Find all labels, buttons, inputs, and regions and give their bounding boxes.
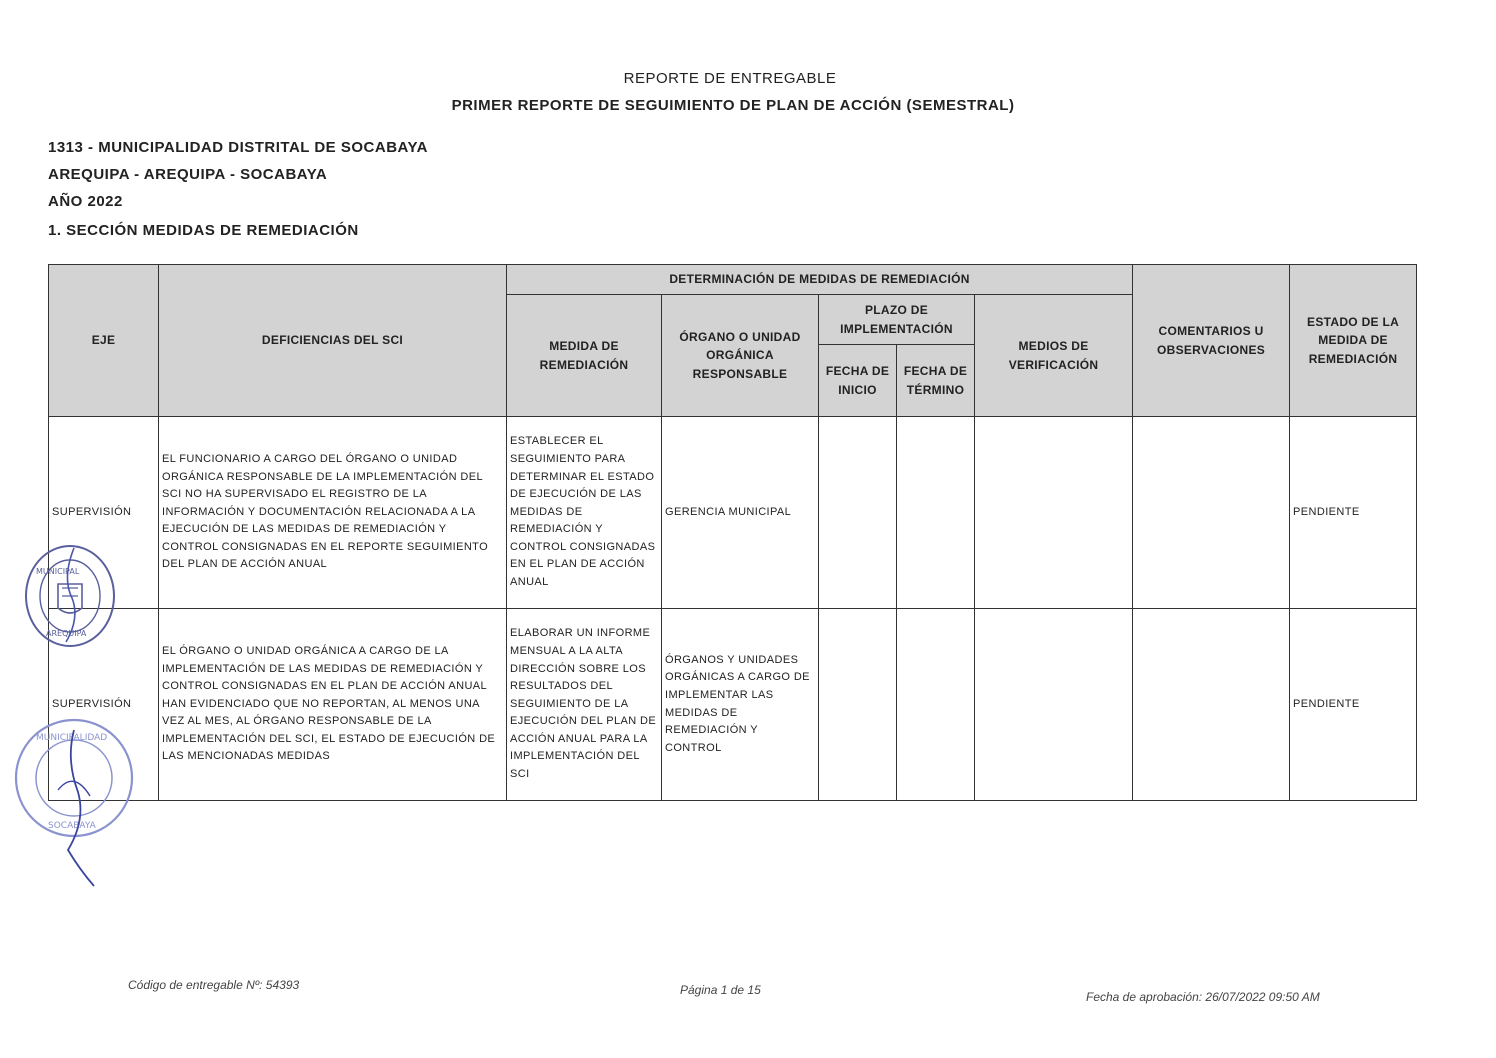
cell-medios <box>975 609 1133 801</box>
svg-text:AREQUIPA: AREQUIPA <box>46 629 87 638</box>
cell-organo: GERENCIA MUNICIPAL <box>662 417 819 609</box>
cell-estado: PENDIENTE <box>1290 609 1417 801</box>
cell-deficiencia: EL ÓRGANO O UNIDAD ORGÁNICA A CARGO DE LA IMPLEMENTACIÓN DE LAS MEDIDAS DE REMEDIACIÓN Y CONTROL CONSIGNADAS EN EL PLAN DE ACCIÓN ANUAL HAN EVIDENCIADO QUE NO REPORTAN, AL MENOS UNA VEZ AL MES, AL ÓRGANO RESPONSABLE DE LA IMPLEMENTACIÓN DEL SCI, EL ESTADO DE EJECUCIÓN DE LAS MENCIONADAS MEDIDAS <box>159 609 507 801</box>
cell-medios <box>975 417 1133 609</box>
header-medida: MEDIDA DE REMEDIACIÓN <box>507 295 662 417</box>
cell-fecha-inicio <box>819 609 897 801</box>
cell-medida: ELABORAR UN INFORME MENSUAL A LA ALTA DIRECCIÓN SOBRE LOS RESULTADOS DEL SEGUIMIENTO DE LA EJECUCIÓN DEL PLAN DE ACCIÓN ANUAL PARA LA IMPLEMENTACIÓN DEL SCI <box>507 609 662 801</box>
report-subtitle: PRIMER REPORTE DE SEGUIMIENTO DE PLAN DE ACCIÓN (SEMESTRAL) <box>451 97 1015 114</box>
header-deficiencias: DEFICIENCIAS DEL SCI <box>159 265 507 417</box>
footer-codigo: Código de entregable Nº: 54393 <box>128 978 300 992</box>
table-row <box>49 417 1417 609</box>
cell-deficiencia: EL FUNCIONARIO A CARGO DEL ÓRGANO O UNIDAD ORGÁNICA RESPONSABLE DE LA IMPLEMENTACIÓN DEL SCI NO HA SUPERVISADO EL REGISTRO DE LA INFORMACIÓN Y DOCUMENTACIÓN RELACIONADA A LA EJECUCIÓN DE LAS MEDIDAS DE REMEDIACIÓN Y CONTROL CONSIGNADAS EN EL REPORTE SEGUIMIENTO DEL PLAN DE ACCIÓN ANUAL <box>159 417 507 609</box>
cell-organo: ÓRGANOS Y UNIDADES ORGÁNICAS A CARGO DE IMPLEMENTAR LAS MEDIDAS DE REMEDIACIÓN Y CONTROL <box>662 609 819 801</box>
cell-eje: SUPERVISIÓN <box>49 417 159 609</box>
svg-text:MUNICIPALIDAD: MUNICIPALIDAD <box>36 733 108 743</box>
svg-text:SOCABAYA: SOCABAYA <box>48 821 96 831</box>
svg-text:MUNICIPAL: MUNICIPAL <box>36 567 80 576</box>
cell-comentarios <box>1133 417 1290 609</box>
header-fecha-termino: FECHA DE TÉRMINO <box>897 345 975 417</box>
cell-comentarios <box>1133 609 1290 801</box>
report-title: REPORTE DE ENTREGABLE <box>623 70 837 87</box>
cell-fecha-inicio <box>819 417 897 609</box>
cell-estado: PENDIENTE <box>1290 417 1417 609</box>
header-organo: ÓRGANO O UNIDAD ORGÁNICA RESPONSABLE <box>662 295 819 417</box>
report-year: AÑO 2022 <box>48 193 123 210</box>
header-determinacion: DETERMINACIÓN DE MEDIDAS DE REMEDIACIÓN <box>507 265 1133 295</box>
location: AREQUIPA - AREQUIPA - SOCABAYA <box>48 166 328 183</box>
footer-pagina: Página 1 de 15 <box>680 983 761 997</box>
municipal-round-stamp <box>8 700 140 890</box>
remediation-table <box>48 264 1417 801</box>
header-medios: MEDIOS DE VERIFICACIÓN <box>975 295 1133 417</box>
header-plazo: PLAZO DE IMPLEMENTACIÓN <box>819 295 975 345</box>
table-row <box>49 609 1417 801</box>
municipal-seal-stamp <box>14 538 126 650</box>
header-fecha-inicio: FECHA DE INICIO <box>819 345 897 417</box>
cell-eje: SUPERVISIÓN <box>49 609 159 801</box>
entity-name: 1313 - MUNICIPALIDAD DISTRITAL DE SOCABAYA <box>48 139 428 156</box>
header-estado: ESTADO DE LA MEDIDA DE REMEDIACIÓN <box>1290 265 1417 417</box>
footer-fecha: Fecha de aprobación: 26/07/2022 09:50 AM <box>1086 990 1320 1004</box>
section-title: 1. SECCIÓN MEDIDAS DE REMEDIACIÓN <box>48 222 359 239</box>
header-eje: EJE <box>49 265 159 417</box>
cell-fecha-termino <box>897 609 975 801</box>
cell-fecha-termino <box>897 417 975 609</box>
cell-medida: ESTABLECER EL SEGUIMIENTO PARA DETERMINAR EL ESTADO DE EJECUCIÓN DE LAS MEDIDAS DE REMEDIACIÓN Y CONTROL CONSIGNADAS EN EL PLAN DE ACCIÓN ANUAL <box>507 417 662 609</box>
header-comentarios: COMENTARIOS U OBSERVACIONES <box>1133 265 1290 417</box>
